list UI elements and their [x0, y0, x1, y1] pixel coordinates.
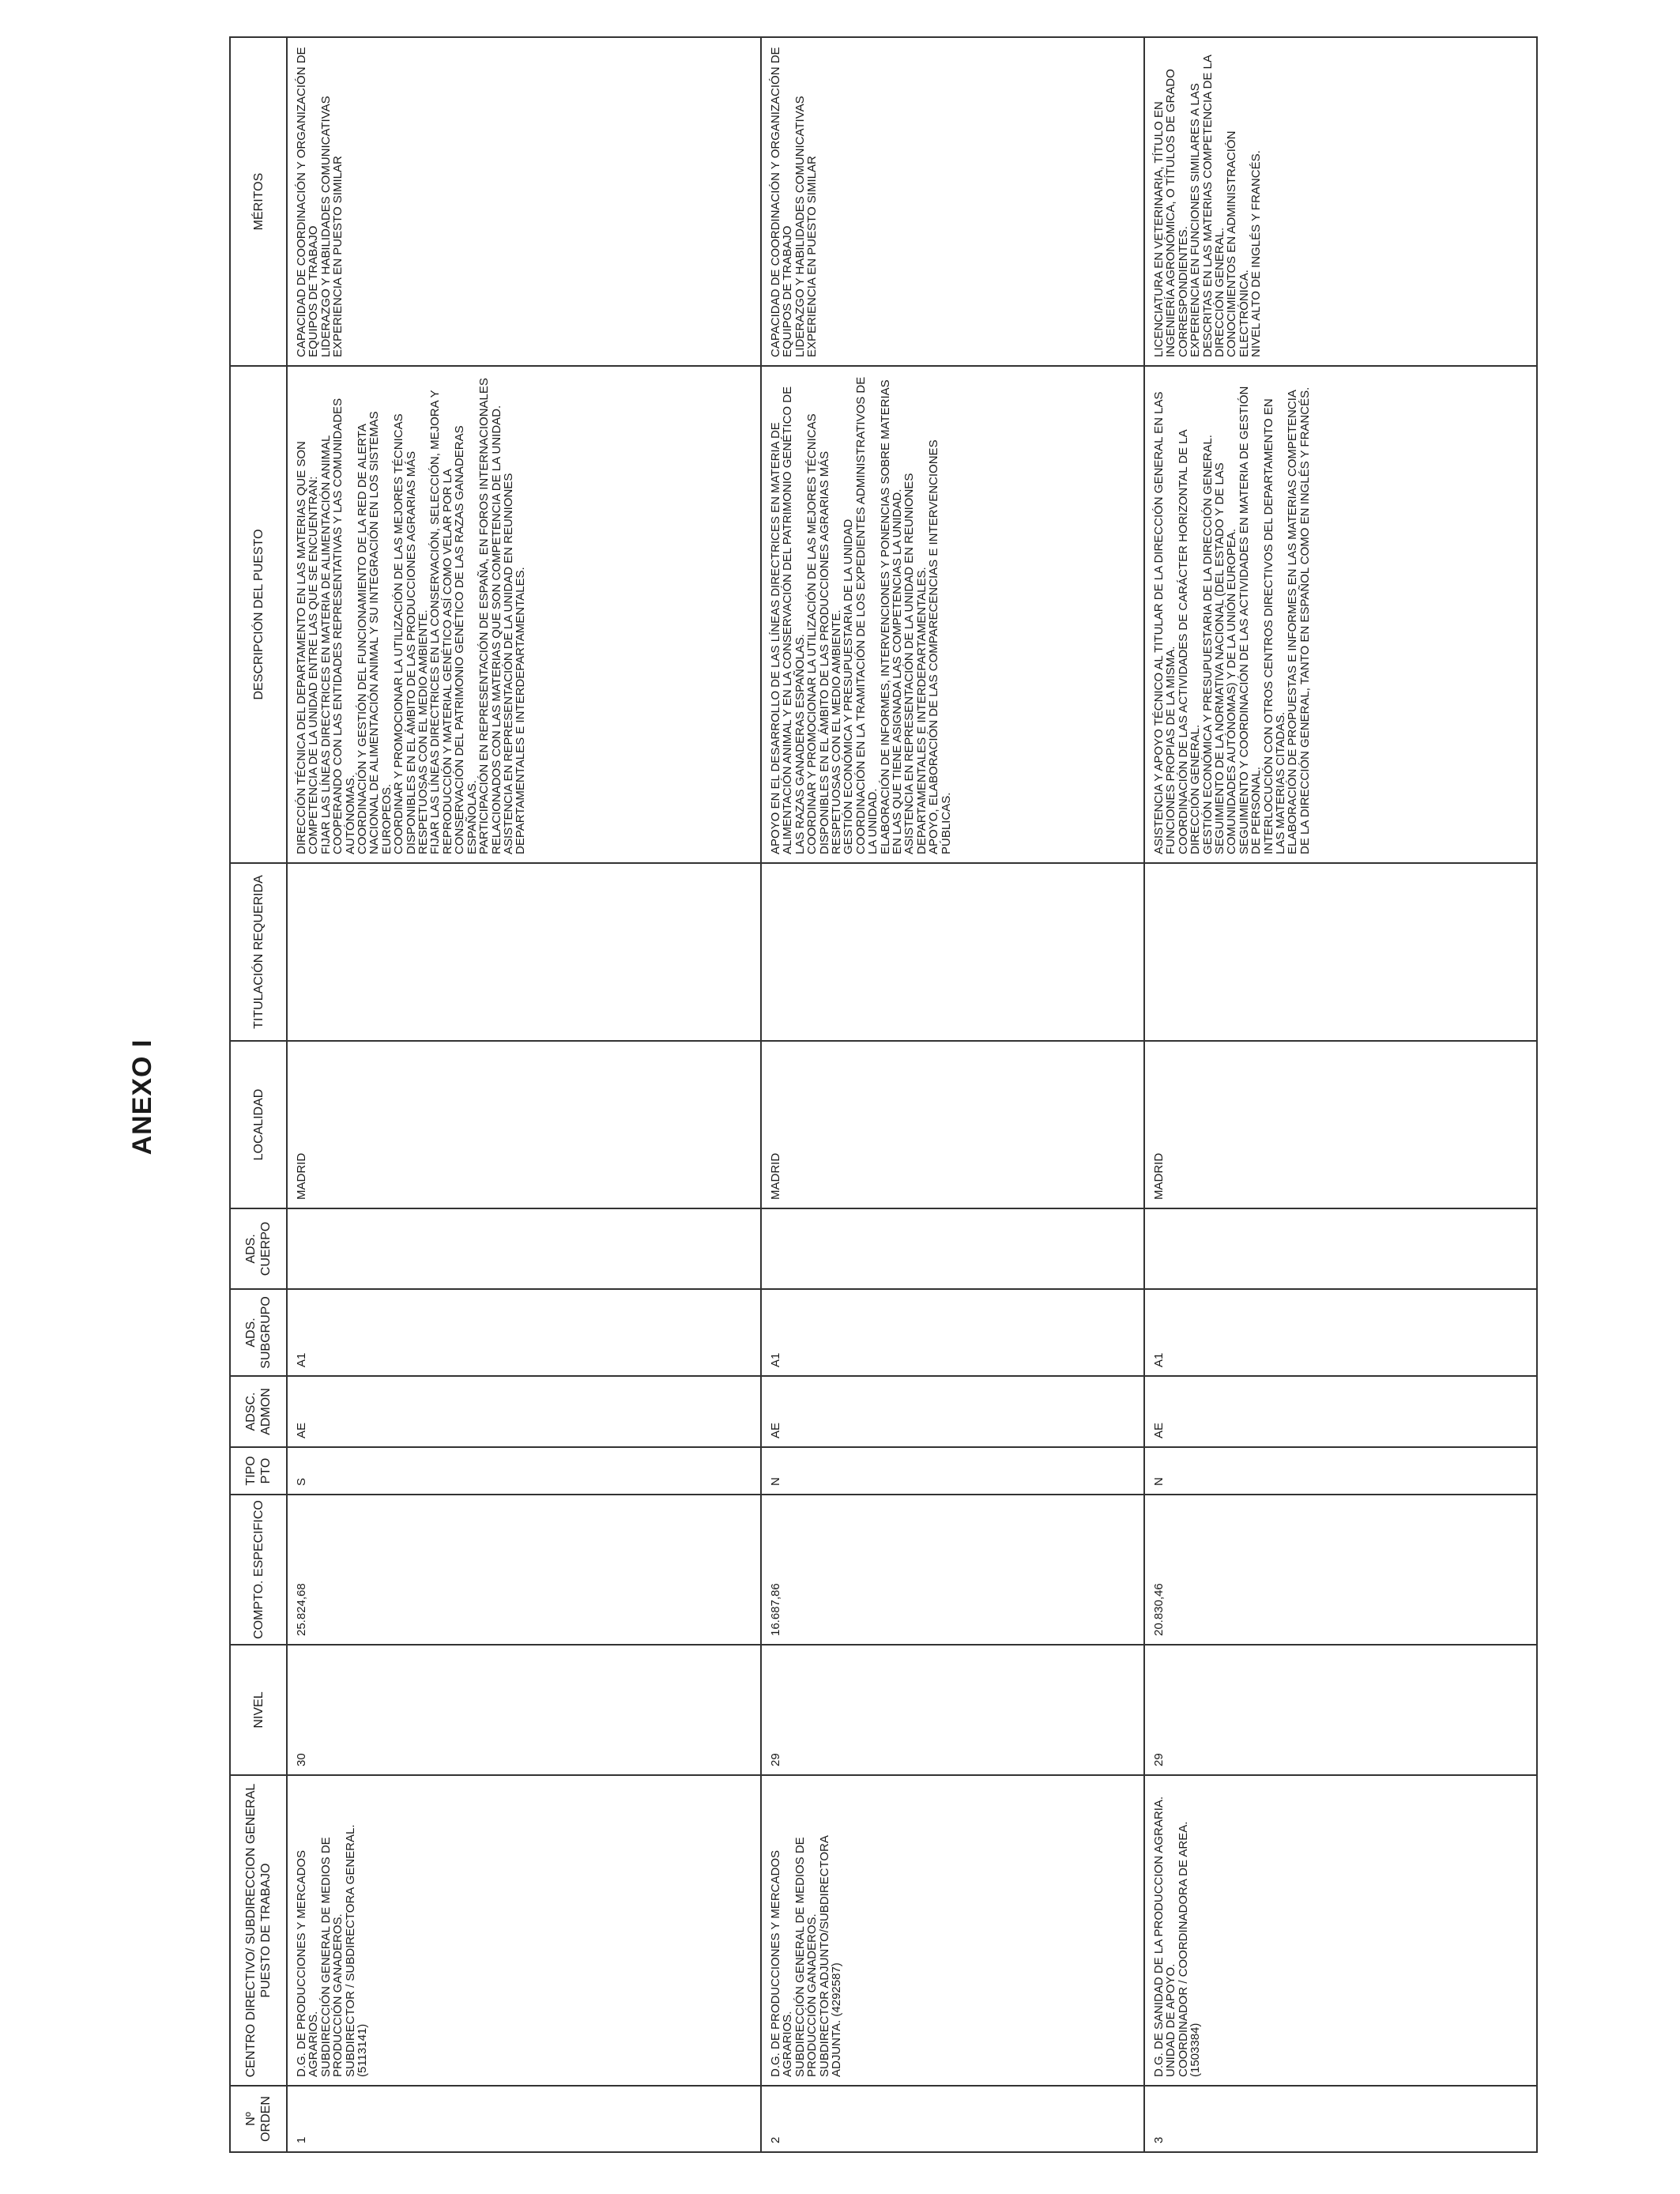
cell-meritos: LICENCIATURA EN VETERINARIA, TÍTULO EN INGENIERÍA AGRONÓMICA, O TÍTULOS DE GRADO CORRESPONDIENTES. EXPERIENCIA EN FUNCIONES SIMILARES A LAS DESCRITAS EN LAS MATERIAS COMPETENCIA DE LA DIRECCIÓN GENERAL. CONOCIMIENTOS EN ADMINISTRACIÓN ELECTRÓNICA. NIVEL ALTO DE INGLÉS Y FRANCÉS.	[1144, 37, 1537, 366]
cell-orden: 1	[287, 2086, 761, 2152]
table-header-row	[230, 37, 287, 2152]
cell-centro: D.G. DE PRODUCCIONES Y MERCADOS AGRARIOS. SUBDIRECCIÓN GENERAL DE MEDIOS DE PRODUCCIÓN GANADEROS. SUBDIRECTOR ADJUNTO/SUBDIRECTORA ADJUNTA. (4292587)	[761, 1775, 1144, 2086]
positions-table	[229, 36, 1538, 2153]
cell-localidad: MADRID	[761, 1041, 1144, 1208]
page-title: ANEXO I	[126, 1039, 157, 1155]
table-row	[1144, 37, 1537, 2152]
table-row	[761, 37, 1144, 2152]
rotated-table-wrapper	[229, 38, 1492, 2153]
col-header-descripcion: DESCRIPCIÓN DEL PUESTO	[230, 366, 287, 863]
cell-subgrupo: A1	[287, 1289, 761, 1376]
cell-tipo: N	[1144, 1447, 1537, 1495]
cell-orden: 2	[761, 2086, 1144, 2152]
cell-cuerpo	[761, 1208, 1144, 1289]
cell-compto: 25.824,68	[287, 1495, 761, 1645]
col-header-localidad: LOCALIDAD	[230, 1041, 287, 1208]
col-header-admon: ADSC. ADMON	[230, 1376, 287, 1447]
cell-localidad: MADRID	[287, 1041, 761, 1208]
cell-titulacion	[1144, 863, 1537, 1041]
cell-nivel: 29	[1144, 1645, 1537, 1775]
col-header-compto: COMPTO. ESPECIFICO	[230, 1495, 287, 1645]
cell-nivel: 29	[761, 1645, 1144, 1775]
cell-admon: AE	[761, 1376, 1144, 1447]
col-header-nivel: NIVEL	[230, 1645, 287, 1775]
col-header-centro: CENTRO DIRECTIVO/ SUBDIRECCION GENERAL PUESTO DE TRABAJO	[230, 1775, 287, 2086]
cell-descripcion: ASISTENCIA Y APOYO TÉCNICO AL TITULAR DE LA DIRECCIÓN GENERAL EN LAS FUNCIONES PROPIAS DE LA MISMA. COORDINACIÓN DE LAS ACTIVIDADES DE CARÁCTER HORIZONTAL DE LA DIRECCIÓN GENERAL. GESTIÓN ECONÓMICA Y PRESUPUESTARIA DE LA DIRECCIÓN GENERAL. SEGUIMIENTO DE LA NORMATIVA NACIONAL (DEL ESTADO Y DE LAS COMUNIDADES AUTÓNOMAS) Y DE LA UNIÓN EUROPEA. SEGUIMIENTO Y COORDINACIÓN DE LAS ACTIVIDADES EN MATERIA DE GESTIÓN DE PERSONAL. INTERLOCUCIÓN CON OTROS CENTROS DIRECTIVOS DEL DEPARTAMENTO EN LAS MATERIAS CITADAS. ELABORACIÓN DE PROPUESTAS E INFORMES EN LAS MATERIAS COMPETENCIA DE LA DIRECCIÓN GENERAL, TANTO EN ESPAÑOL COMO EN INGLÉS Y FRANCÉS.	[1144, 366, 1537, 863]
cell-subgrupo: A1	[761, 1289, 1144, 1376]
table-row	[287, 37, 761, 2152]
cell-descripcion: DIRECCIÓN TÉCNICA DEL DEPARTAMENTO EN LAS MATERIAS QUE SON COMPETENCIA DE LA UNIDAD ENTRE LAS QUE SE ENCUENTRAN: FIJAR LAS LÍNEAS DIRECTRICES EN MATERIA DE ALIMENTACIÓN ANIMAL COOPERANDO CON LAS ENTIDADES REPRESENTATIVAS Y LAS COMUNIDADES AUTÓNOMAS. COORDINACIÓN Y GESTIÓN DEL FUNCIONAMIENTO DE LA RED DE ALERTA NACIONAL DE ALIMENTACIÓN ANIMAL Y SU INTEGRACIÓN EN LOS SISTEMAS EUROPEOS. COORDINAR Y PROMOCIONAR LA UTILIZACIÓN DE LAS MEJORES TÉCNICAS DISPONIBLES EN EL ÁMBITO DE LAS PRODUCCIONES AGRARIAS MÁS RESPETUOSAS CON EL MEDIO AMBIENTE. FIJAR LAS LÍNEAS DIRECTRICES EN LA CONSERVACIÓN, SELECCIÓN, MEJORA Y REPRODUCCIÓN Y MATERIAL GENÉTICO ASÍ COMO VELAR POR LA CONSERVACIÓN DEL PATRIMONIO GENÉTICO DE LAS RAZAS GANADERAS ESPAÑOLAS. PARTICIPACIÓN EN REPRESENTACIÓN DE ESPAÑA, EN FOROS INTERNACIONALES RELACIONADOS CON LAS MATERIAS QUE SON COMPETENCIA DE LA UNIDAD. ASISTENCIA EN REPRESENTACIÓN DE LA UNIDAD EN REUNIONES DEPARTAMENTALES E INTERDEPARTAMENTALES.	[287, 366, 761, 863]
cell-subgrupo: A1	[1144, 1289, 1537, 1376]
cell-compto: 20.830,46	[1144, 1495, 1537, 1645]
cell-titulacion	[761, 863, 1144, 1041]
cell-nivel: 30	[287, 1645, 761, 1775]
col-header-meritos: MÉRITOS	[230, 37, 287, 366]
cell-meritos: CAPACIDAD DE COORDINACIÓN Y ORGANIZACIÓN DE EQUIPOS DE TRABAJO LIDERAZGO Y HABILIDADES COMUNICATIVAS EXPERIENCIA EN PUESTO SIMILAR	[287, 37, 761, 366]
cell-centro: D.G. DE PRODUCCIONES Y MERCADOS AGRARIOS. SUBDIRECCIÓN GENERAL DE MEDIOS DE PRODUCCIÓN GANADEROS. SUBDIRECTOR / SUBDIRECTORA GENERAL. (5113141)	[287, 1775, 761, 2086]
cell-compto: 16.687,86	[761, 1495, 1144, 1645]
cell-cuerpo	[287, 1208, 761, 1289]
col-header-tipo: TIPO PTO	[230, 1447, 287, 1495]
cell-titulacion	[287, 863, 761, 1041]
cell-admon: AE	[287, 1376, 761, 1447]
col-header-cuerpo: ADS. CUERPO	[230, 1208, 287, 1289]
col-header-subgrupo: ADS. SUBGRUPO	[230, 1289, 287, 1376]
cell-centro: D.G. DE SANIDAD DE LA PRODUCCION AGRARIA. UNIDAD DE APOYO. COORDINADOR / COORDINADORA DE AREA. (1503384)	[1144, 1775, 1537, 2086]
col-header-titulacion: TITULACIÓN REQUERIDA	[230, 863, 287, 1041]
col-header-orden: Nº ORDEN	[230, 2086, 287, 2152]
cell-descripcion: APOYO EN EL DESARROLLO DE LAS LÍNEAS DIRECTRICES EN MATERIA DE ALIMENTACIÓN ANIMAL Y EN LA CONSERVACIÓN DEL PATRIMONIO GENÉTICO DE LAS RAZAS GANADERAS ESPAÑOLAS. COORDINAR Y PROMOCIONAR LA UTILIZACIÓN DE LAS MEJORES TÉCNICAS DISPONIBLES EN EL ÁMBITO DE LAS PRODUCCIONES AGRARIAS MÁS RESPETUOSAS CON EL MEDIO AMBIENTE. GESTIÓN ECONÓMICA Y PRESUPUESTARIA DE LA UNIDAD COORDINACIÓN EN LA TRAMITACIÓN DE LOS EXPEDIENTES ADMINISTRATIVOS DE LA UNIDAD. ELABORACIÓN DE INFORMES, INTERVENCIONES Y PONENCIAS SOBRE MATERIAS EN LAS QUE TIENE ASIGNADA LAS COMPETENCIAS LA UNIDAD. ASISTENCIA EN REPRESENTACIÓN DE LA UNIDAD EN REUNIONES DEPARTAMENTALES E INTERDEPARTAMENTALES. APOYO, ELABORACIÓN DE LAS COMPARECENCIAS E INTERVENCIONES PÚBLICAS.	[761, 366, 1144, 863]
cell-meritos: CAPACIDAD DE COORDINACIÓN Y ORGANIZACIÓN DE EQUIPOS DE TRABAJO LIDERAZGO Y HABILIDADES COMUNICATIVAS EXPERIENCIA EN PUESTO SIMILAR	[761, 37, 1144, 366]
cell-cuerpo	[1144, 1208, 1537, 1289]
cell-tipo: S	[287, 1447, 761, 1495]
cell-tipo: N	[761, 1447, 1144, 1495]
cell-orden: 3	[1144, 2086, 1537, 2152]
cell-localidad: MADRID	[1144, 1041, 1537, 1208]
cell-admon: AE	[1144, 1376, 1537, 1447]
